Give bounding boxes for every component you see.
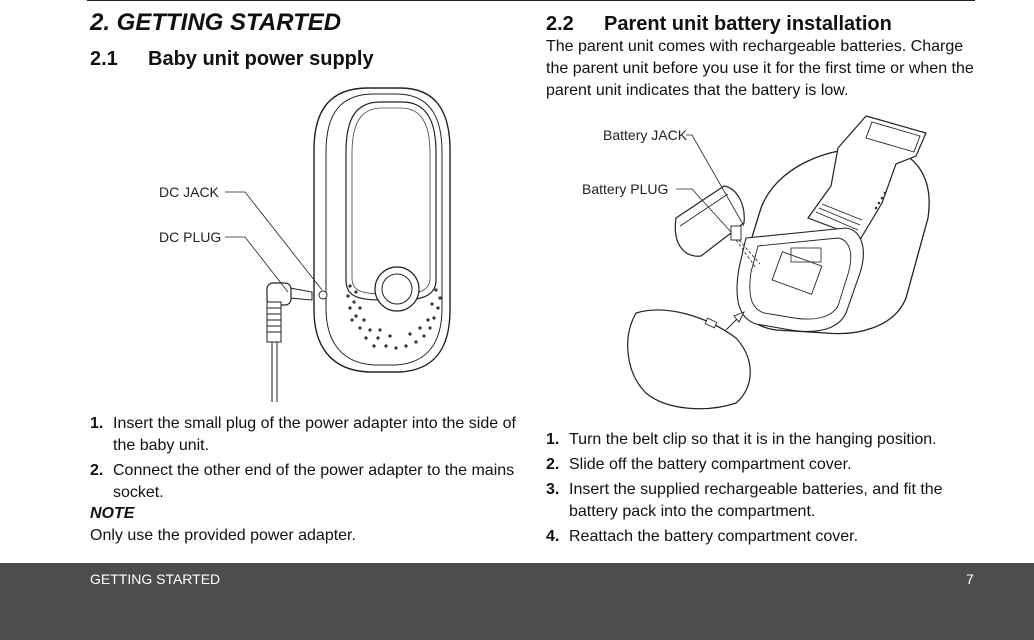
list-item — [546, 526, 976, 548]
dc-plug-label: DC PLUG — [159, 229, 222, 245]
step-text: Reattach the battery compartment cover. — [569, 528, 859, 545]
step-text: Slide off the battery compartment cover. — [569, 456, 852, 473]
section-heading-baby-power — [90, 48, 374, 71]
section-number: 2.1 — [90, 48, 118, 70]
baby-unit-illustration — [150, 80, 470, 410]
step-number: 1. — [90, 415, 104, 432]
step-number: 2. — [546, 456, 560, 473]
battery-jack-label: Battery JACK — [603, 127, 688, 143]
list-item — [546, 479, 976, 523]
note-heading: NOTE — [90, 505, 135, 522]
dc-jack-label: DC JACK — [159, 184, 219, 200]
list-item — [90, 413, 520, 457]
section-title: Parent unit battery installation — [604, 13, 892, 35]
battery-intro: The parent unit comes with rechargeable batteries. Charge the parent unit before you use it for the first time or when the parent unit indicates that the battery is low. — [546, 38, 974, 99]
section-number: 2.2 — [546, 13, 574, 35]
list-item — [546, 429, 976, 451]
page-number: 7 — [966, 571, 974, 587]
section-heading-parent-battery — [546, 13, 892, 36]
battery-plug-label: Battery PLUG — [582, 181, 669, 197]
step-number: 2. — [90, 462, 104, 479]
note-text: Only use the provided power adapter. — [90, 527, 356, 544]
step-text: Turn the belt clip so that it is in the hanging position. — [569, 431, 937, 448]
parent-unit-illustration — [576, 108, 976, 418]
step-number: 1. — [546, 431, 560, 448]
step-number: 3. — [546, 481, 560, 498]
footer-section: GETTING STARTED — [90, 571, 221, 587]
top-rule — [87, 0, 975, 1]
section-title: Baby unit power supply — [148, 48, 374, 70]
step-number: 4. — [546, 528, 560, 545]
battery-steps — [546, 429, 976, 551]
step-text: Insert the small plug of the power adapter into the side of the baby unit. — [113, 415, 516, 454]
list-item — [90, 460, 520, 504]
step-text: Connect the other end of the power adapter to the mains socket. — [113, 462, 515, 501]
baby-power-steps — [90, 413, 520, 507]
list-item — [546, 454, 976, 476]
step-text: Insert the supplied rechargeable batteries, and fit the battery pack into the compartment. — [569, 481, 943, 520]
chapter-title: 2. GETTING STARTED — [90, 9, 342, 36]
